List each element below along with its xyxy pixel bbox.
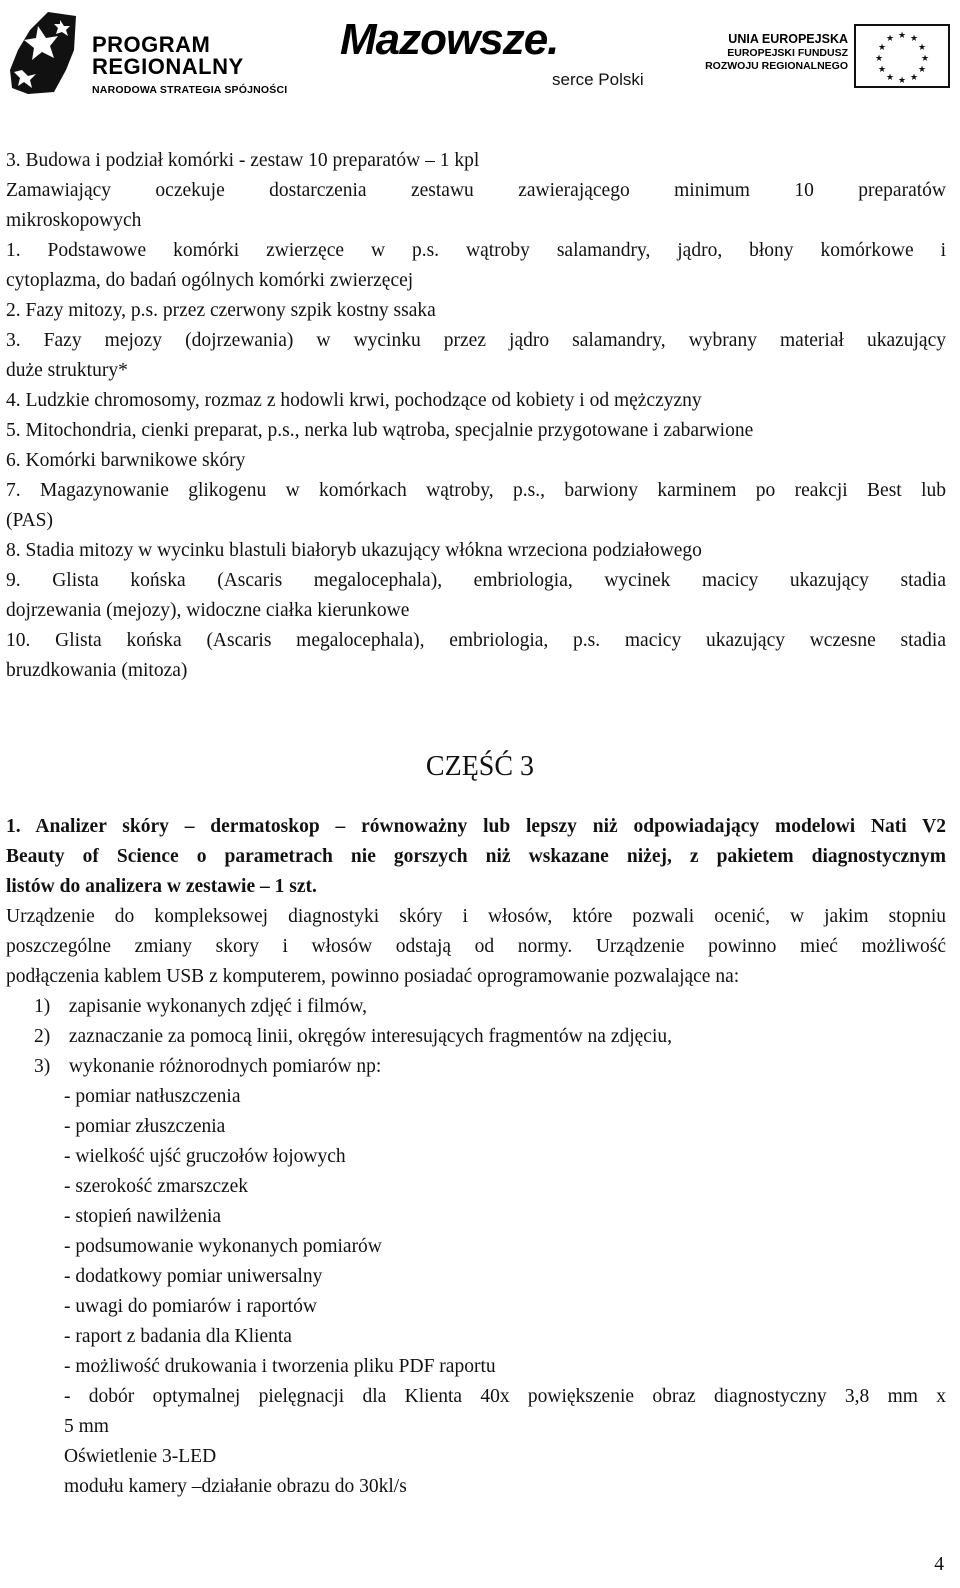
list-item: (PAS)	[6, 510, 53, 531]
dash-item: - podsumowanie wykonanych pomiarów	[64, 1236, 382, 1257]
eu-flag-icon	[854, 24, 950, 88]
program-line: PROGRAM	[92, 32, 211, 57]
list-item: cytoplazma, do badań ogólnych komórki zwierzęcej	[6, 270, 414, 291]
list-item: 7. Magazynowanie glikogenu w komórkach wątroby, p.s., barwiony karminem po reakcji Best lub	[6, 480, 946, 501]
item-title-line: listów do analizera w zestawie – 1 szt.	[6, 876, 317, 897]
list-item: 5. Mitochondria, cienki preparat, p.s., nerka lub wątroba, specjalnie przygotowane i zabarwione	[6, 420, 754, 441]
svg-text:★: ★	[885, 73, 895, 83]
list-item: 8. Stadia mitozy w wycinku blastuli białoryb ukazujący włókna wrzeciona podziałowego	[6, 540, 702, 561]
numbered-item	[6, 1052, 946, 1082]
section-title: 3. Budowa i podział komórki - zestaw 10 preparatów – 1 kpl	[6, 150, 480, 171]
spec-line: modułu kamery –działanie obrazu do 30kl/s	[64, 1476, 407, 1497]
dash-item: - szerokość zmarszczek	[64, 1176, 249, 1197]
numbered-item-text: zaznaczanie za pomocą linii, okręgów interesujących fragmentów na zdjęciu,	[68, 1026, 673, 1047]
svg-text:★: ★	[897, 31, 907, 41]
item-title-line: Beauty of Science o parametrach nie gorszych niż wskazane niżej, z pakietem diagnostycznym	[6, 846, 946, 867]
dash-item: - dodatkowy pomiar uniwersalny	[64, 1266, 323, 1287]
svg-text:★: ★	[909, 34, 919, 44]
program-regionalny-logo	[8, 10, 298, 100]
numbered-item	[6, 1022, 946, 1052]
spec-line: 5 mm	[64, 1416, 109, 1437]
list-item: dojrzewania (mejozy), widoczne ciałka kierunkowe	[6, 600, 410, 621]
numbered-item-text: wykonanie różnorodnych pomiarów np:	[68, 1056, 382, 1077]
strategy-line: NARODOWA STRATEGIA SPÓJNOŚCI	[92, 84, 288, 96]
eu-line2: EUROPEJSKI FUNDUSZ	[727, 47, 848, 59]
section-preparaty	[6, 146, 946, 686]
page-header	[0, 0, 960, 106]
list-item: 6. Komórki barwnikowe skóry	[6, 450, 246, 471]
program-regionalny-emblem-icon	[8, 10, 78, 96]
dash-item: - raport z badania dla Klienta	[64, 1326, 292, 1347]
mazowsze-logo	[340, 15, 650, 98]
list-item: duże struktury*	[6, 360, 128, 381]
list-item: 10. Glista końska (Ascaris megalocephala), embriologia, p.s. macicy ukazujący wczesne stadia	[6, 630, 946, 651]
dash-item: - dobór optymalnej pielęgnacji dla Klienta 40x powiększenie obraz diagnostyczny 3,8 mm x	[64, 1386, 946, 1407]
intro-line: Zamawiający oczekuje dostarczenia zestawu zawierającego minimum 10 preparatów	[6, 180, 946, 201]
list-item: 9. Glista końska (Ascaris megalocephala), embriologia, wycinek macicy ukazujący stadia	[6, 570, 946, 591]
item-title-line: 1. Analizer skóry – dermatoskop – równoważny lub lepszy niż odpowiadający modelowi Nati V2	[6, 816, 946, 837]
svg-text:★: ★	[917, 43, 927, 53]
eu-logo	[688, 24, 956, 94]
mazowsze-tagline: serce Polski	[552, 70, 644, 89]
dash-item: - uwagi do pomiarów i raportów	[64, 1296, 317, 1317]
eu-line1: UNIA EUROPEJSKA	[728, 32, 848, 46]
list-item: 1. Podstawowe komórki zwierzęce w p.s. wątroby salamandry, jądro, błony komórkowe i	[6, 240, 946, 261]
spec-line: Oświetlenie 3-LED	[64, 1446, 217, 1467]
svg-text:★: ★	[920, 54, 930, 64]
list-item: 2. Fazy mitozy, p.s. przez czerwony szpik kostny ssaka	[6, 300, 436, 321]
dash-item: - pomiar natłuszczenia	[64, 1086, 241, 1107]
part-heading: CZĘŚĆ 3	[425, 751, 535, 782]
dash-item: - stopień nawilżenia	[64, 1206, 222, 1227]
numbered-item-number: 2)	[34, 1026, 51, 1047]
eu-line3: ROZWOJU REGIONALNEGO	[705, 60, 848, 72]
description-line: Urządzenie do kompleksowej diagnostyki skóry i włosów, które pozwali ocenić, w jakim stopniu	[6, 906, 946, 927]
dash-item: - możliwość drukowania i tworzenia pliku PDF raportu	[64, 1356, 496, 1377]
description-line: poszczególne zmiany skory i włosów odstają od normy. Urządzenie powinno mieć możliwość	[6, 936, 946, 957]
numbered-item	[6, 992, 946, 1022]
svg-text:★: ★	[917, 65, 927, 75]
regionalny-line: REGIONALNY	[92, 54, 244, 79]
svg-text:★: ★	[874, 54, 884, 64]
dash-item: - pomiar złuszczenia	[64, 1116, 226, 1137]
page-number: 4	[934, 1554, 944, 1575]
svg-text:★: ★	[877, 43, 887, 53]
description-line: podłączenia kablem USB z komputerem, powinno posiadać oprogramowanie pozwalające na:	[6, 966, 740, 987]
list-item: 4. Ludzkie chromosomy, rozmaz z hodowli krwi, pochodzące od kobiety i od mężczyzny	[6, 390, 702, 411]
numbered-item-number: 1)	[34, 996, 51, 1017]
intro-line: mikroskopowych	[6, 210, 142, 231]
svg-text:★: ★	[897, 76, 907, 86]
numbered-item-number: 3)	[34, 1056, 51, 1077]
section-dermatoskop	[6, 812, 946, 1502]
svg-text:★: ★	[909, 73, 919, 83]
list-item: 3. Fazy mejozy (dojrzewania) w wycinku przez jądro salamandry, wybrany materiał ukazujący	[6, 330, 946, 351]
svg-text:★: ★	[885, 34, 895, 44]
dash-item: - wielkość ujść gruczołów łojowych	[64, 1146, 346, 1167]
mazowsze-wordmark: Mazowsze.	[340, 15, 559, 64]
numbered-item-text: zapisanie wykonanych zdjęć i filmów,	[68, 996, 368, 1017]
svg-text:★: ★	[877, 65, 887, 75]
list-item: bruzdkowania (mitoza)	[6, 660, 188, 681]
